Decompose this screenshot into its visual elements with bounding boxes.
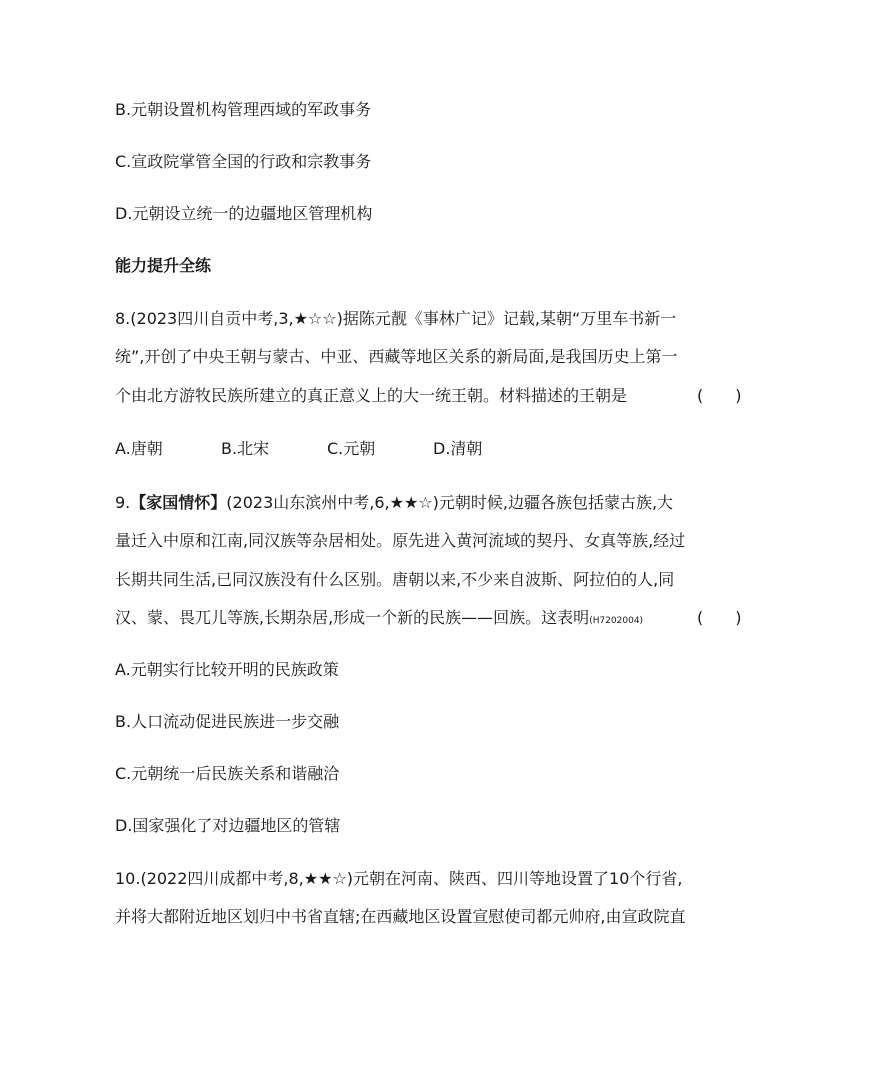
q9-answer-blank[interactable]: ( ) [697,608,742,627]
section-title: 能力提升全练 [115,256,212,275]
q8-line-2: 统”,开创了中央王朝与蒙古、中亚、西藏等地区关系的新局面,是我国历史上第一 [115,347,678,366]
q9-line-1-text: (2023山东滨州中考,6,★★☆)元朝时候,边疆各族包括蒙古族,大 [226,493,674,512]
q9-line-3: 长期共同生活,已同汉族没有什么区别。唐朝以来,不少来自波斯、阿拉伯的人,同 [115,570,675,589]
q8-answer-blank[interactable]: ( ) [697,386,742,405]
q7-option-d[interactable]: D.元朝设立统一的边疆地区管理机构 [115,204,373,223]
q8-option-b[interactable]: B.北宋 [221,439,270,458]
q9-number: 9. [115,493,131,512]
q8-options [115,437,482,461]
q9-tag: 【家国情怀】 [130,493,227,512]
q10-line-1: 10.(2022四川成都中考,8,★★☆)元朝在河南、陕西、四川等地设置了10个行省, [115,869,683,888]
q7-option-c[interactable]: C.宣政院掌管全国的行政和宗教事务 [115,152,372,171]
q9-line-2: 量迁入中原和江南,同汉族等杂居相处。原先进入黄河流域的契丹、女真等族,经过 [115,531,686,550]
q8-line-3: 个由北方游牧民族所建立的真正意义上的大一统王朝。材料描述的王朝是 [115,386,628,405]
q8-option-c[interactable]: C.元朝 [327,439,376,458]
q9-option-a[interactable]: A.元朝实行比较开明的民族政策 [115,660,339,679]
q8-option-d[interactable]: D.清朝 [433,439,483,458]
q8-option-a[interactable]: A.唐朝 [115,439,163,458]
q8-line-1: 8.(2023四川自贡中考,3,★☆☆)据陈元靓《事林广记》记载,某朝“万里车书新一 [115,309,677,328]
q9-option-b[interactable]: B.人口流动促进民族进一步交融 [115,712,340,731]
q9-line-4-text: 汉、蒙、畏兀儿等族,长期杂居,形成一个新的民族——回族。这表明 [115,608,590,627]
q9-line-1 [115,491,673,515]
q7-option-b[interactable]: B.元朝设置机构管理西域的军政事务 [115,100,372,119]
q9-line-4 [115,606,643,633]
q9-option-c[interactable]: C.元朝统一后民族关系和谐融洽 [115,764,340,783]
q9-option-d[interactable]: D.国家强化了对边疆地区的管辖 [115,816,341,835]
q10-line-2: 并将大都附近地区划归中书省直辖;在西藏地区设置宣慰使司都元帅府,由宣政院直 [115,907,686,926]
q9-code: (H7202004) [589,616,644,626]
